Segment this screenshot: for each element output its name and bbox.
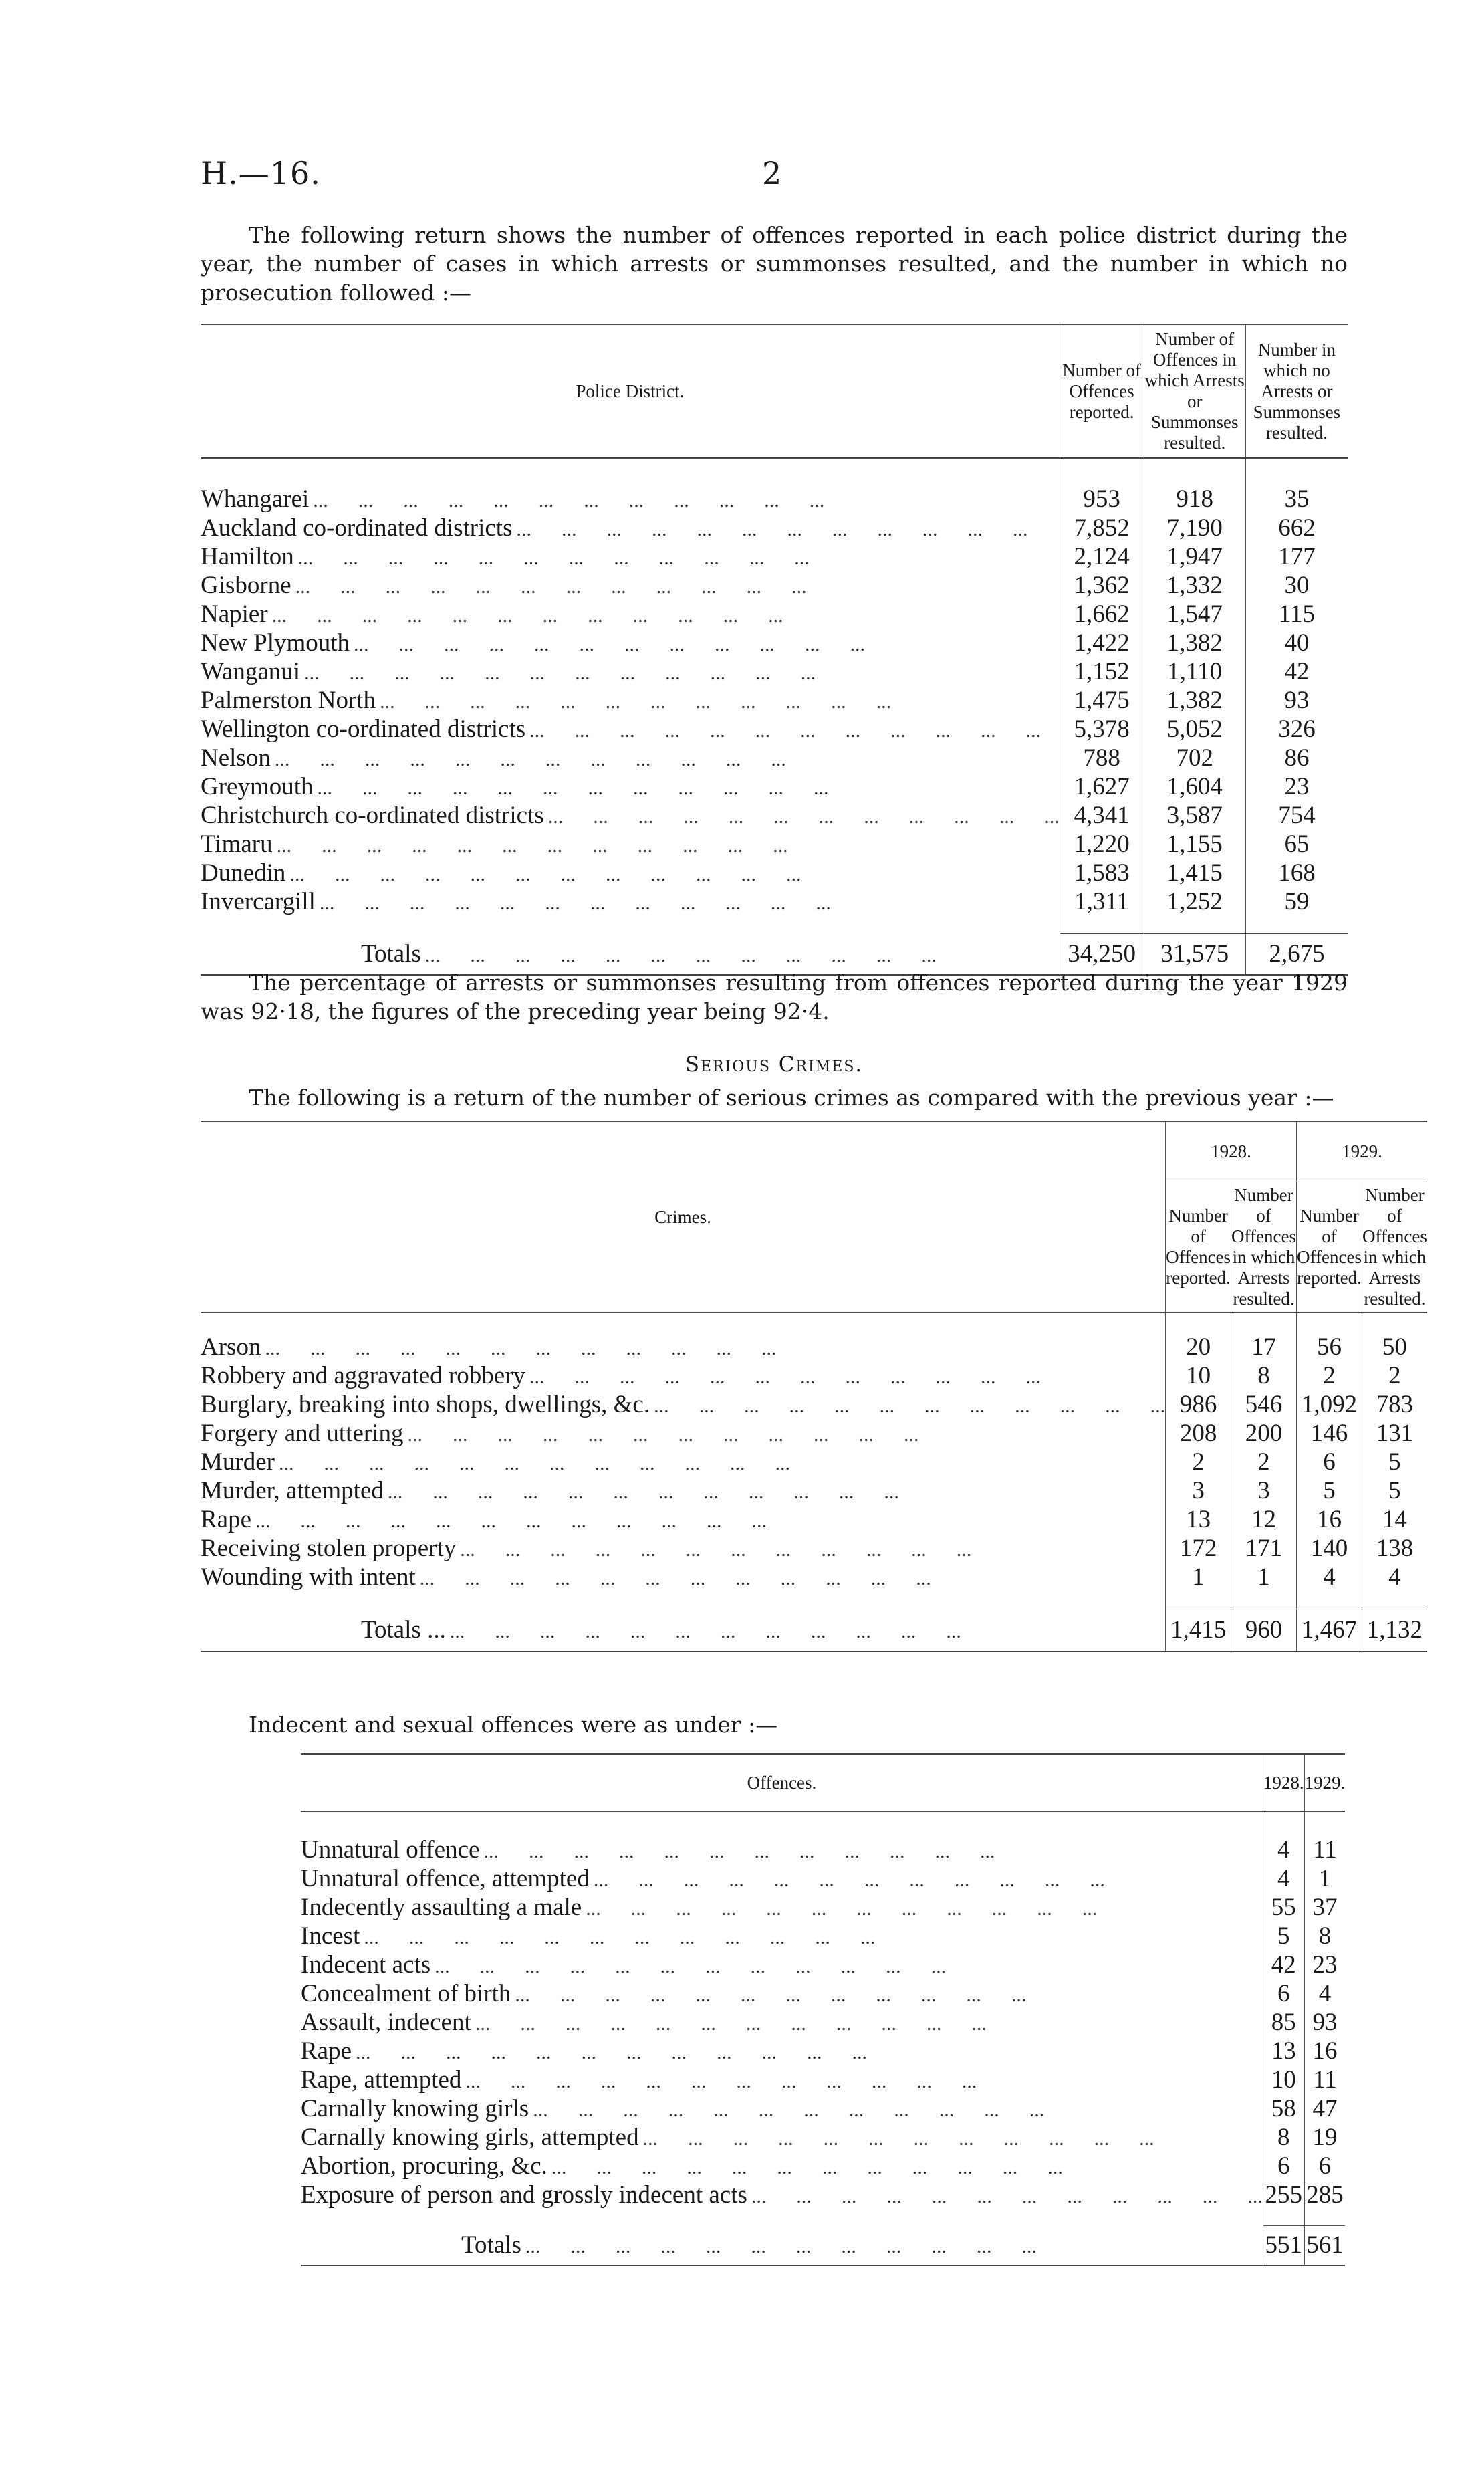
- offence-row-y1928: 6: [1263, 1979, 1304, 2008]
- districts-total-reported: 34,250: [1060, 933, 1144, 975]
- offence-row-label: Rape, attempted ...: [301, 2065, 1263, 2094]
- offence-row-y1928: 4: [1263, 1835, 1304, 1864]
- district-row-none: 326: [1245, 715, 1348, 744]
- district-row-label: Dunedin ...: [201, 859, 1060, 887]
- offence-row-label: Exposure of person and grossly indecent acts ...: [301, 2180, 1263, 2209]
- offence-row-y1929: 37: [1304, 1893, 1345, 1922]
- header-1929-arrests: Number of Offences in which Arrests resulted.: [1362, 1182, 1427, 1313]
- district-row-reported: 1,422: [1060, 629, 1144, 657]
- district-row-reported: 1,220: [1060, 830, 1144, 859]
- offence-row-label: Concealment of birth ...: [301, 1979, 1263, 2008]
- indecent-offences-table: [301, 1753, 1345, 2266]
- offence-row-y1928: 5: [1263, 1922, 1304, 1950]
- indecent-total-1929: 561: [1304, 2225, 1345, 2265]
- crime-row: [201, 1505, 1427, 1534]
- percentage-paragraph: [201, 968, 1348, 1026]
- district-row: [201, 600, 1348, 629]
- crime-row-a1929: 5: [1362, 1476, 1427, 1505]
- crime-row-a1928: 17: [1231, 1333, 1297, 1361]
- offence-row-y1929: 8: [1304, 1922, 1345, 1950]
- header-year-1929: 1929.: [1297, 1121, 1427, 1182]
- offence-row: [301, 2123, 1345, 2152]
- offence-row-label: Rape ...: [301, 2037, 1263, 2065]
- header-indecent-1928: 1928.: [1263, 1754, 1304, 1811]
- offence-row-y1929: 1: [1304, 1864, 1345, 1893]
- district-row: [201, 657, 1348, 686]
- percentage-text: The percentage of arrests or summonses resulting from offences reported during the year 1929 was 92·18, the figures of the preceding year being 92·4.: [201, 970, 1348, 1024]
- district-row-arrests: 1,155: [1144, 830, 1245, 859]
- district-row-arrests: 918: [1144, 485, 1245, 514]
- offence-row-y1928: 42: [1263, 1950, 1304, 1979]
- offence-row-y1928: 13: [1263, 2037, 1304, 2065]
- crime-row: [201, 1333, 1427, 1361]
- crime-row-a1929: 5: [1362, 1448, 1427, 1476]
- district-row-reported: 1,311: [1060, 887, 1144, 916]
- offence-row: [301, 1979, 1345, 2008]
- district-row-arrests: 7,190: [1144, 514, 1245, 542]
- indecent-total-1928: 551: [1263, 2225, 1304, 2265]
- offence-row: [301, 2152, 1345, 2180]
- crime-row-a1928: 8: [1231, 1361, 1297, 1390]
- district-row-arrests: 1,947: [1144, 542, 1245, 571]
- crime-row-a1929: 4: [1362, 1563, 1427, 1591]
- district-row-reported: 1,583: [1060, 859, 1144, 887]
- offence-row: [301, 2094, 1345, 2123]
- crime-row-r1928: 2: [1166, 1448, 1231, 1476]
- offence-row: [301, 2037, 1345, 2065]
- serious-crimes-table: [201, 1121, 1427, 1652]
- district-row-none: 662: [1245, 514, 1348, 542]
- serious-intro-text: The following is a return of the number of serious crimes as compared with the previous year :—: [249, 1085, 1334, 1111]
- crime-row-label: Forgery and uttering ...: [201, 1419, 1166, 1448]
- offence-row-y1929: 11: [1304, 1835, 1345, 1864]
- offence-row-label: Incest ...: [301, 1922, 1263, 1950]
- district-row-none: 177: [1245, 542, 1348, 571]
- crime-row-r1928: 208: [1166, 1419, 1231, 1448]
- district-row-reported: 1,627: [1060, 772, 1144, 801]
- crime-row-a1929: 131: [1362, 1419, 1427, 1448]
- intro-paragraph: [201, 221, 1348, 307]
- header-no-arrests: Number in which no Arrests or Summonses resulted.: [1245, 324, 1348, 458]
- crime-row-r1929: 140: [1297, 1534, 1362, 1563]
- districts-total-arrests: 31,575: [1144, 933, 1245, 975]
- district-row-label: Gisborne ...: [201, 571, 1060, 600]
- district-row: [201, 542, 1348, 571]
- district-row-label: Wellington co-ordinated districts ...: [201, 715, 1060, 744]
- offence-row-y1928: 85: [1263, 2008, 1304, 2037]
- district-row-label: Whangarei ...: [201, 485, 1060, 514]
- header-year-1928: 1928.: [1166, 1121, 1297, 1182]
- serious-total-1928-arrests: 960: [1231, 1609, 1297, 1652]
- district-row: [201, 629, 1348, 657]
- crime-row-r1928: 1: [1166, 1563, 1231, 1591]
- district-row: [201, 830, 1348, 859]
- district-row-arrests: 1,604: [1144, 772, 1245, 801]
- indecent-intro-paragraph: [201, 1710, 1348, 1739]
- district-row-arrests: 5,052: [1144, 715, 1245, 744]
- serious-total-1929-arrests: 1,132: [1362, 1609, 1427, 1652]
- district-row-label: Auckland co-ordinated districts ...: [201, 514, 1060, 542]
- district-row-reported: 4,341: [1060, 801, 1144, 830]
- offence-row-y1929: 93: [1304, 2008, 1345, 2037]
- offence-row-y1929: 6: [1304, 2152, 1345, 2180]
- crime-row-r1929: 1,092: [1297, 1390, 1362, 1419]
- district-row-arrests: 1,382: [1144, 686, 1245, 715]
- crime-row-r1929: 16: [1297, 1505, 1362, 1534]
- offence-row: [301, 1835, 1345, 1864]
- crime-row-a1929: 138: [1362, 1534, 1427, 1563]
- district-row-none: 35: [1245, 485, 1348, 514]
- district-row-none: 86: [1245, 744, 1348, 772]
- crime-row-label: Murder, attempted ...: [201, 1476, 1166, 1505]
- serious-intro-paragraph: [201, 1083, 1348, 1112]
- offence-row: [301, 1950, 1345, 1979]
- crime-row: [201, 1361, 1427, 1390]
- district-row-none: 93: [1245, 686, 1348, 715]
- district-row-label: New Plymouth ...: [201, 629, 1060, 657]
- offence-row: [301, 1922, 1345, 1950]
- offence-row-y1929: 285: [1304, 2180, 1345, 2209]
- crime-row-a1928: 3: [1231, 1476, 1297, 1505]
- districts-total-none: 2,675: [1245, 933, 1348, 975]
- offence-row-label: Indecently assaulting a male ...: [301, 1893, 1263, 1922]
- crime-row: [201, 1563, 1427, 1591]
- crime-row-label: Receiving stolen property ...: [201, 1534, 1166, 1563]
- district-row-label: Christchurch co-ordinated districts ...: [201, 801, 1060, 830]
- district-row-label: Invercargill ...: [201, 887, 1060, 916]
- offence-row-y1928: 6: [1263, 2152, 1304, 2180]
- offence-row: [301, 1864, 1345, 1893]
- serious-total-1928-reported: 1,415: [1166, 1609, 1231, 1652]
- offence-row-y1929: 23: [1304, 1950, 1345, 1979]
- offence-row-y1929: 16: [1304, 2037, 1345, 2065]
- offence-row-y1929: 19: [1304, 2123, 1345, 2152]
- district-row-reported: 1,362: [1060, 571, 1144, 600]
- crime-row: [201, 1419, 1427, 1448]
- offence-row-label: Carnally knowing girls ...: [301, 2094, 1263, 2123]
- header-crimes: Crimes.: [201, 1121, 1166, 1313]
- crime-row-r1928: 986: [1166, 1390, 1231, 1419]
- offence-row-label: Unnatural offence, attempted ...: [301, 1864, 1263, 1893]
- crime-row-r1929: 2: [1297, 1361, 1362, 1390]
- district-row: [201, 744, 1348, 772]
- district-row-reported: 1,662: [1060, 600, 1144, 629]
- district-row-reported: 953: [1060, 485, 1144, 514]
- district-row-arrests: 1,547: [1144, 600, 1245, 629]
- offence-row-label: Carnally knowing girls, attempted ...: [301, 2123, 1263, 2152]
- offence-row: [301, 2180, 1345, 2209]
- offence-row: [301, 2065, 1345, 2094]
- header-1929-reported: Number of Offences reported.: [1297, 1182, 1362, 1313]
- district-row-none: 42: [1245, 657, 1348, 686]
- district-row-label: Palmerston North ...: [201, 686, 1060, 715]
- crime-row-a1929: 783: [1362, 1390, 1427, 1419]
- header-offences: Offences.: [301, 1754, 1263, 1811]
- crime-row-label: Arson ...: [201, 1333, 1166, 1361]
- header-1928-reported: Number of Offences reported.: [1166, 1182, 1231, 1313]
- offence-row-label: Unnatural offence ...: [301, 1835, 1263, 1864]
- district-row-arrests: 1,332: [1144, 571, 1245, 600]
- header-1928-arrests: Number of Offences in which Arrests resulted.: [1231, 1182, 1297, 1313]
- district-row-label: Greymouth ...: [201, 772, 1060, 801]
- offence-row: [301, 2008, 1345, 2037]
- district-row-reported: 7,852: [1060, 514, 1144, 542]
- offence-row-y1928: 4: [1263, 1864, 1304, 1893]
- crime-row-r1929: 5: [1297, 1476, 1362, 1505]
- district-row-arrests: 1,415: [1144, 859, 1245, 887]
- district-row-none: 65: [1245, 830, 1348, 859]
- crime-row-r1928: 3: [1166, 1476, 1231, 1505]
- crime-row-a1929: 50: [1362, 1333, 1427, 1361]
- header-police-district: Police District.: [201, 324, 1060, 458]
- district-row-label: Timaru ...: [201, 830, 1060, 859]
- district-row-label: Hamilton ...: [201, 542, 1060, 571]
- crime-row-r1928: 20: [1166, 1333, 1231, 1361]
- district-row-arrests: 3,587: [1144, 801, 1245, 830]
- offence-row-label: Assault, indecent ...: [301, 2008, 1263, 2037]
- crime-row-a1928: 2: [1231, 1448, 1297, 1476]
- district-row-reported: 5,378: [1060, 715, 1144, 744]
- crime-row-r1929: 56: [1297, 1333, 1362, 1361]
- crime-row: [201, 1448, 1427, 1476]
- district-row-label: Napier ...: [201, 600, 1060, 629]
- district-row-label: Wanganui ...: [201, 657, 1060, 686]
- crime-row-r1929: 6: [1297, 1448, 1362, 1476]
- offence-row-y1929: 47: [1304, 2094, 1345, 2123]
- crime-row-r1928: 13: [1166, 1505, 1231, 1534]
- serious-crimes-heading: Serious Crimes.: [685, 1052, 864, 1077]
- district-row: [201, 571, 1348, 600]
- district-row-reported: 2,124: [1060, 542, 1144, 571]
- district-row: [201, 772, 1348, 801]
- crime-row-a1928: 200: [1231, 1419, 1297, 1448]
- district-row-reported: 788: [1060, 744, 1144, 772]
- offence-row-y1928: 255: [1263, 2180, 1304, 2209]
- offence-row-y1928: 8: [1263, 2123, 1304, 2152]
- district-row-reported: 1,152: [1060, 657, 1144, 686]
- crime-row-a1928: 12: [1231, 1505, 1297, 1534]
- district-row-none: 754: [1245, 801, 1348, 830]
- crime-row-label: Robbery and aggravated robbery ...: [201, 1361, 1166, 1390]
- crime-row-a1928: 546: [1231, 1390, 1297, 1419]
- offence-row-label: Indecent acts ...: [301, 1950, 1263, 1979]
- districts-totals-label: Totals ...: [201, 933, 1060, 975]
- district-row: [201, 514, 1348, 542]
- crime-row-a1929: 2: [1362, 1361, 1427, 1390]
- crime-row-label: Burglary, breaking into shops, dwellings, &c. ...: [201, 1390, 1166, 1419]
- intro-text: The following return shows the number of offences reported in each police district during the year, the number of cases in which arrests or summonses resulted, and the number in which no prosecution followed :—: [201, 222, 1348, 306]
- page-number: 2: [762, 155, 783, 191]
- district-row-none: 115: [1245, 600, 1348, 629]
- district-row-arrests: 1,382: [1144, 629, 1245, 657]
- crime-row: [201, 1534, 1427, 1563]
- district-row: [201, 686, 1348, 715]
- offence-row-y1928: 58: [1263, 2094, 1304, 2123]
- header-arrests-resulted: Number of Offences in which Arrests or Summonses resulted.: [1144, 324, 1245, 458]
- district-row: [201, 485, 1348, 514]
- crime-row-r1928: 172: [1166, 1534, 1231, 1563]
- offence-row-label: Abortion, procuring, &c. ...: [301, 2152, 1263, 2180]
- district-row: [201, 859, 1348, 887]
- district-row: [201, 715, 1348, 744]
- district-row: [201, 887, 1348, 916]
- indecent-intro-text: Indecent and sexual offences were as under :—: [249, 1712, 778, 1738]
- district-row-arrests: 1,252: [1144, 887, 1245, 916]
- header-offences-reported: Number of Offences reported.: [1060, 324, 1144, 458]
- district-row-none: 59: [1245, 887, 1348, 916]
- crime-row-r1929: 4: [1297, 1563, 1362, 1591]
- offence-row-y1929: 11: [1304, 2065, 1345, 2094]
- district-row-reported: 1,475: [1060, 686, 1144, 715]
- crime-row-a1929: 14: [1362, 1505, 1427, 1534]
- district-row-none: 30: [1245, 571, 1348, 600]
- crime-row: [201, 1390, 1427, 1419]
- header-indecent-1929: 1929.: [1304, 1754, 1345, 1811]
- district-row: [201, 801, 1348, 830]
- crime-row-label: Murder ...: [201, 1448, 1166, 1476]
- indecent-totals-label: Totals ...: [301, 2225, 1263, 2265]
- district-row-label: Nelson ...: [201, 744, 1060, 772]
- crime-row-a1928: 1: [1231, 1563, 1297, 1591]
- crime-row-r1928: 10: [1166, 1361, 1231, 1390]
- offence-row-y1928: 55: [1263, 1893, 1304, 1922]
- district-row-none: 23: [1245, 772, 1348, 801]
- serious-totals-label: Totals ... ...: [201, 1609, 1166, 1652]
- crime-row-r1929: 146: [1297, 1419, 1362, 1448]
- offence-row-y1928: 10: [1263, 2065, 1304, 2094]
- crime-row: [201, 1476, 1427, 1505]
- serious-total-1929-reported: 1,467: [1297, 1609, 1362, 1652]
- district-row-arrests: 1,110: [1144, 657, 1245, 686]
- crime-row-a1928: 171: [1231, 1534, 1297, 1563]
- district-row-arrests: 702: [1144, 744, 1245, 772]
- crime-row-label: Wounding with intent ...: [201, 1563, 1166, 1591]
- offence-row-y1929: 4: [1304, 1979, 1345, 2008]
- district-row-none: 40: [1245, 629, 1348, 657]
- crime-row-label: Rape ...: [201, 1505, 1166, 1534]
- district-row-none: 168: [1245, 859, 1348, 887]
- offence-row: [301, 1893, 1345, 1922]
- document-reference: H.—16.: [201, 155, 321, 191]
- districts-table: [201, 324, 1348, 976]
